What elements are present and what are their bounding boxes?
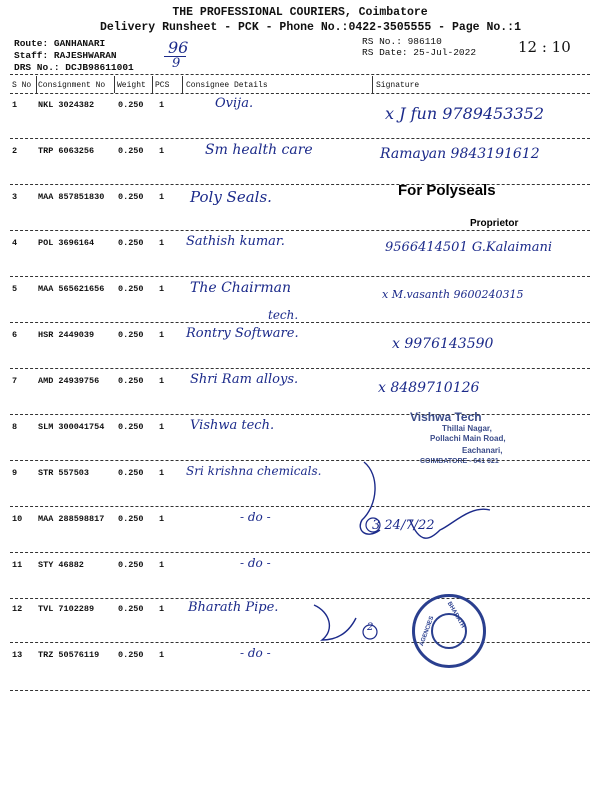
row-sno: 12 [12,604,23,614]
company-title: THE PROFESSIONAL COURIERS, Coimbatore [172,6,428,19]
row-consignment: MAA 565621656 [38,284,105,294]
col-header-weight: Weight [117,81,146,90]
col-header-pcs: PCS [155,81,170,90]
row-signature: 3 24/7/22 [372,518,435,533]
row-pcs: 1 [159,284,165,294]
row-weight: 0.250 [118,238,144,248]
row-weight: 0.250 [118,650,144,660]
row-consignment: AMD 24939756 [38,376,100,386]
row-consignment: POL 3696164 [38,238,95,248]
row-pcs: 1 [159,604,165,614]
row-consignment: TRP 6063256 [38,146,95,156]
bharath-agencies-seal [412,594,486,668]
row-weight: 0.250 [118,100,144,110]
row-pcs: 1 [159,376,165,386]
row-consignment: MAA 857851830 [38,192,105,202]
row-consignment: TRZ 50576119 [38,650,100,660]
row-signature: For Polyseals [398,182,496,199]
row-consignee-details: Poly Seals. [190,188,272,206]
row-pcs: 1 [159,650,165,660]
row-consignment: STR 557503 [38,468,90,478]
row-pcs: 1 [159,422,165,432]
row-consignee-details: Shri Ram alloys. [190,372,299,387]
vishwa-stamp-line-4: COIMBATORE - 641 021 [420,458,499,465]
col-header-consignment: Consignment No [38,81,106,90]
row-consignment: STY 46882 [38,560,84,570]
row-consignee-details: Rontry Software. [186,326,299,341]
row-consignee-details: Vishwa tech. [190,418,275,433]
vishwa-stamp-line-1: Thillai Nagar, [442,424,492,433]
row-sno: 5 [12,284,18,294]
row-sno: 6 [12,330,18,340]
row-consignee-details: Sathish kumar. [186,234,285,249]
row-consignment: MAA 288598817 [38,514,105,524]
row-consignee-details: Sm health care [205,142,313,158]
row-sno: 7 [12,376,18,386]
row-consignee-details: Sri krishna chemicals. [186,464,322,478]
row-sno: 8 [12,422,18,432]
row-consignee-details: - do - [240,510,271,524]
row-signature: x 9976143590 [392,336,494,352]
row-consignee-details: - do - [240,646,271,660]
seal-text-side: AGENCIES [419,615,436,648]
row-weight: 0.250 [118,330,144,340]
row-pcs: 1 [159,238,165,248]
route-label: Route: GANHANARI [14,38,106,49]
seal-text-top: BHARATH [445,601,466,630]
row-pcs: 1 [159,192,165,202]
row-consignment: TVL 7102289 [38,604,95,614]
circled-mark-10 [366,518,380,532]
row-signature: 9566414501 G.Kalaimani [385,240,553,255]
row-weight: 0.250 [118,468,144,478]
row-signature: 2 [367,622,374,633]
signature-stroke-10 [410,509,490,538]
row-weight: 0.250 [118,376,144,386]
handwritten-count-top: 96 [168,38,189,57]
row-sno: 9 [12,468,18,478]
row-signature: x 8489710126 [378,380,480,396]
col-header-signature: Signature [376,81,420,90]
row-signature: Vishwa Tech [410,410,482,424]
row-consignee-details: Bharath Pipe. [188,600,279,615]
rs-number: RS No.: 986110 [362,36,442,47]
row-signature: x J fun 9789453352 [385,104,545,123]
row-weight: 0.250 [118,560,144,570]
runsheet-title: Delivery Runsheet - PCK - Phone No.:0422-3505555 - Page No.:1 [100,21,521,34]
drs-number: DRS No.: DCJB98611001 [14,62,134,73]
row-consignment: HSR 2449039 [38,330,95,340]
row-signature: x M.vasanth 9600240315 [382,288,524,301]
vishwa-stamp-line-3: Eachanari, [462,446,503,455]
row-weight: 0.250 [118,422,144,432]
bracket-stroke-9-10 [360,462,380,534]
staff-label: Staff: RAJESHWARAN [14,50,117,61]
rs-date: RS Date: 25-Jul-2022 [362,47,477,58]
row-weight: 0.250 [118,146,144,156]
row-sno: 1 [12,100,18,110]
vishwa-stamp-line-2: Pollachi Main Road, [430,434,506,443]
row-sno: 11 [12,560,23,570]
row-pcs: 1 [159,330,165,340]
row-pcs: 1 [159,100,165,110]
handwritten-time: 12 : 10 [518,38,571,56]
row-consignee-details-continued: tech. [268,308,299,322]
row-consignee-details: Ovija. [215,96,254,111]
row-consignment: NKL 3024382 [38,100,95,110]
polyseals-proprietor: Proprietor [470,218,519,229]
row-sno: 13 [12,650,23,660]
row-sno: 4 [12,238,18,248]
row-signature: Ramayan 9843191612 [380,146,540,162]
row-sno: 2 [12,146,18,156]
signature-stroke-12 [314,605,356,640]
row-weight: 0.250 [118,192,144,202]
row-sno: 3 [12,192,18,202]
row-pcs: 1 [159,146,165,156]
col-header-details: Consignee Details [186,81,268,90]
row-weight: 0.250 [118,604,144,614]
circled-mark-12 [363,625,377,639]
row-weight: 0.250 [118,284,144,294]
row-consignment: SLM 300041754 [38,422,105,432]
row-pcs: 1 [159,468,165,478]
row-consignee-details: - do - [240,556,271,570]
col-header-sno: S No [12,81,32,90]
row-sno: 10 [12,514,23,524]
row-weight: 0.250 [118,514,144,524]
row-pcs: 1 [159,514,165,524]
handwritten-count-bottom: 9 [172,56,181,71]
row-consignee-details: The Chairman [190,280,291,296]
row-pcs: 1 [159,560,165,570]
